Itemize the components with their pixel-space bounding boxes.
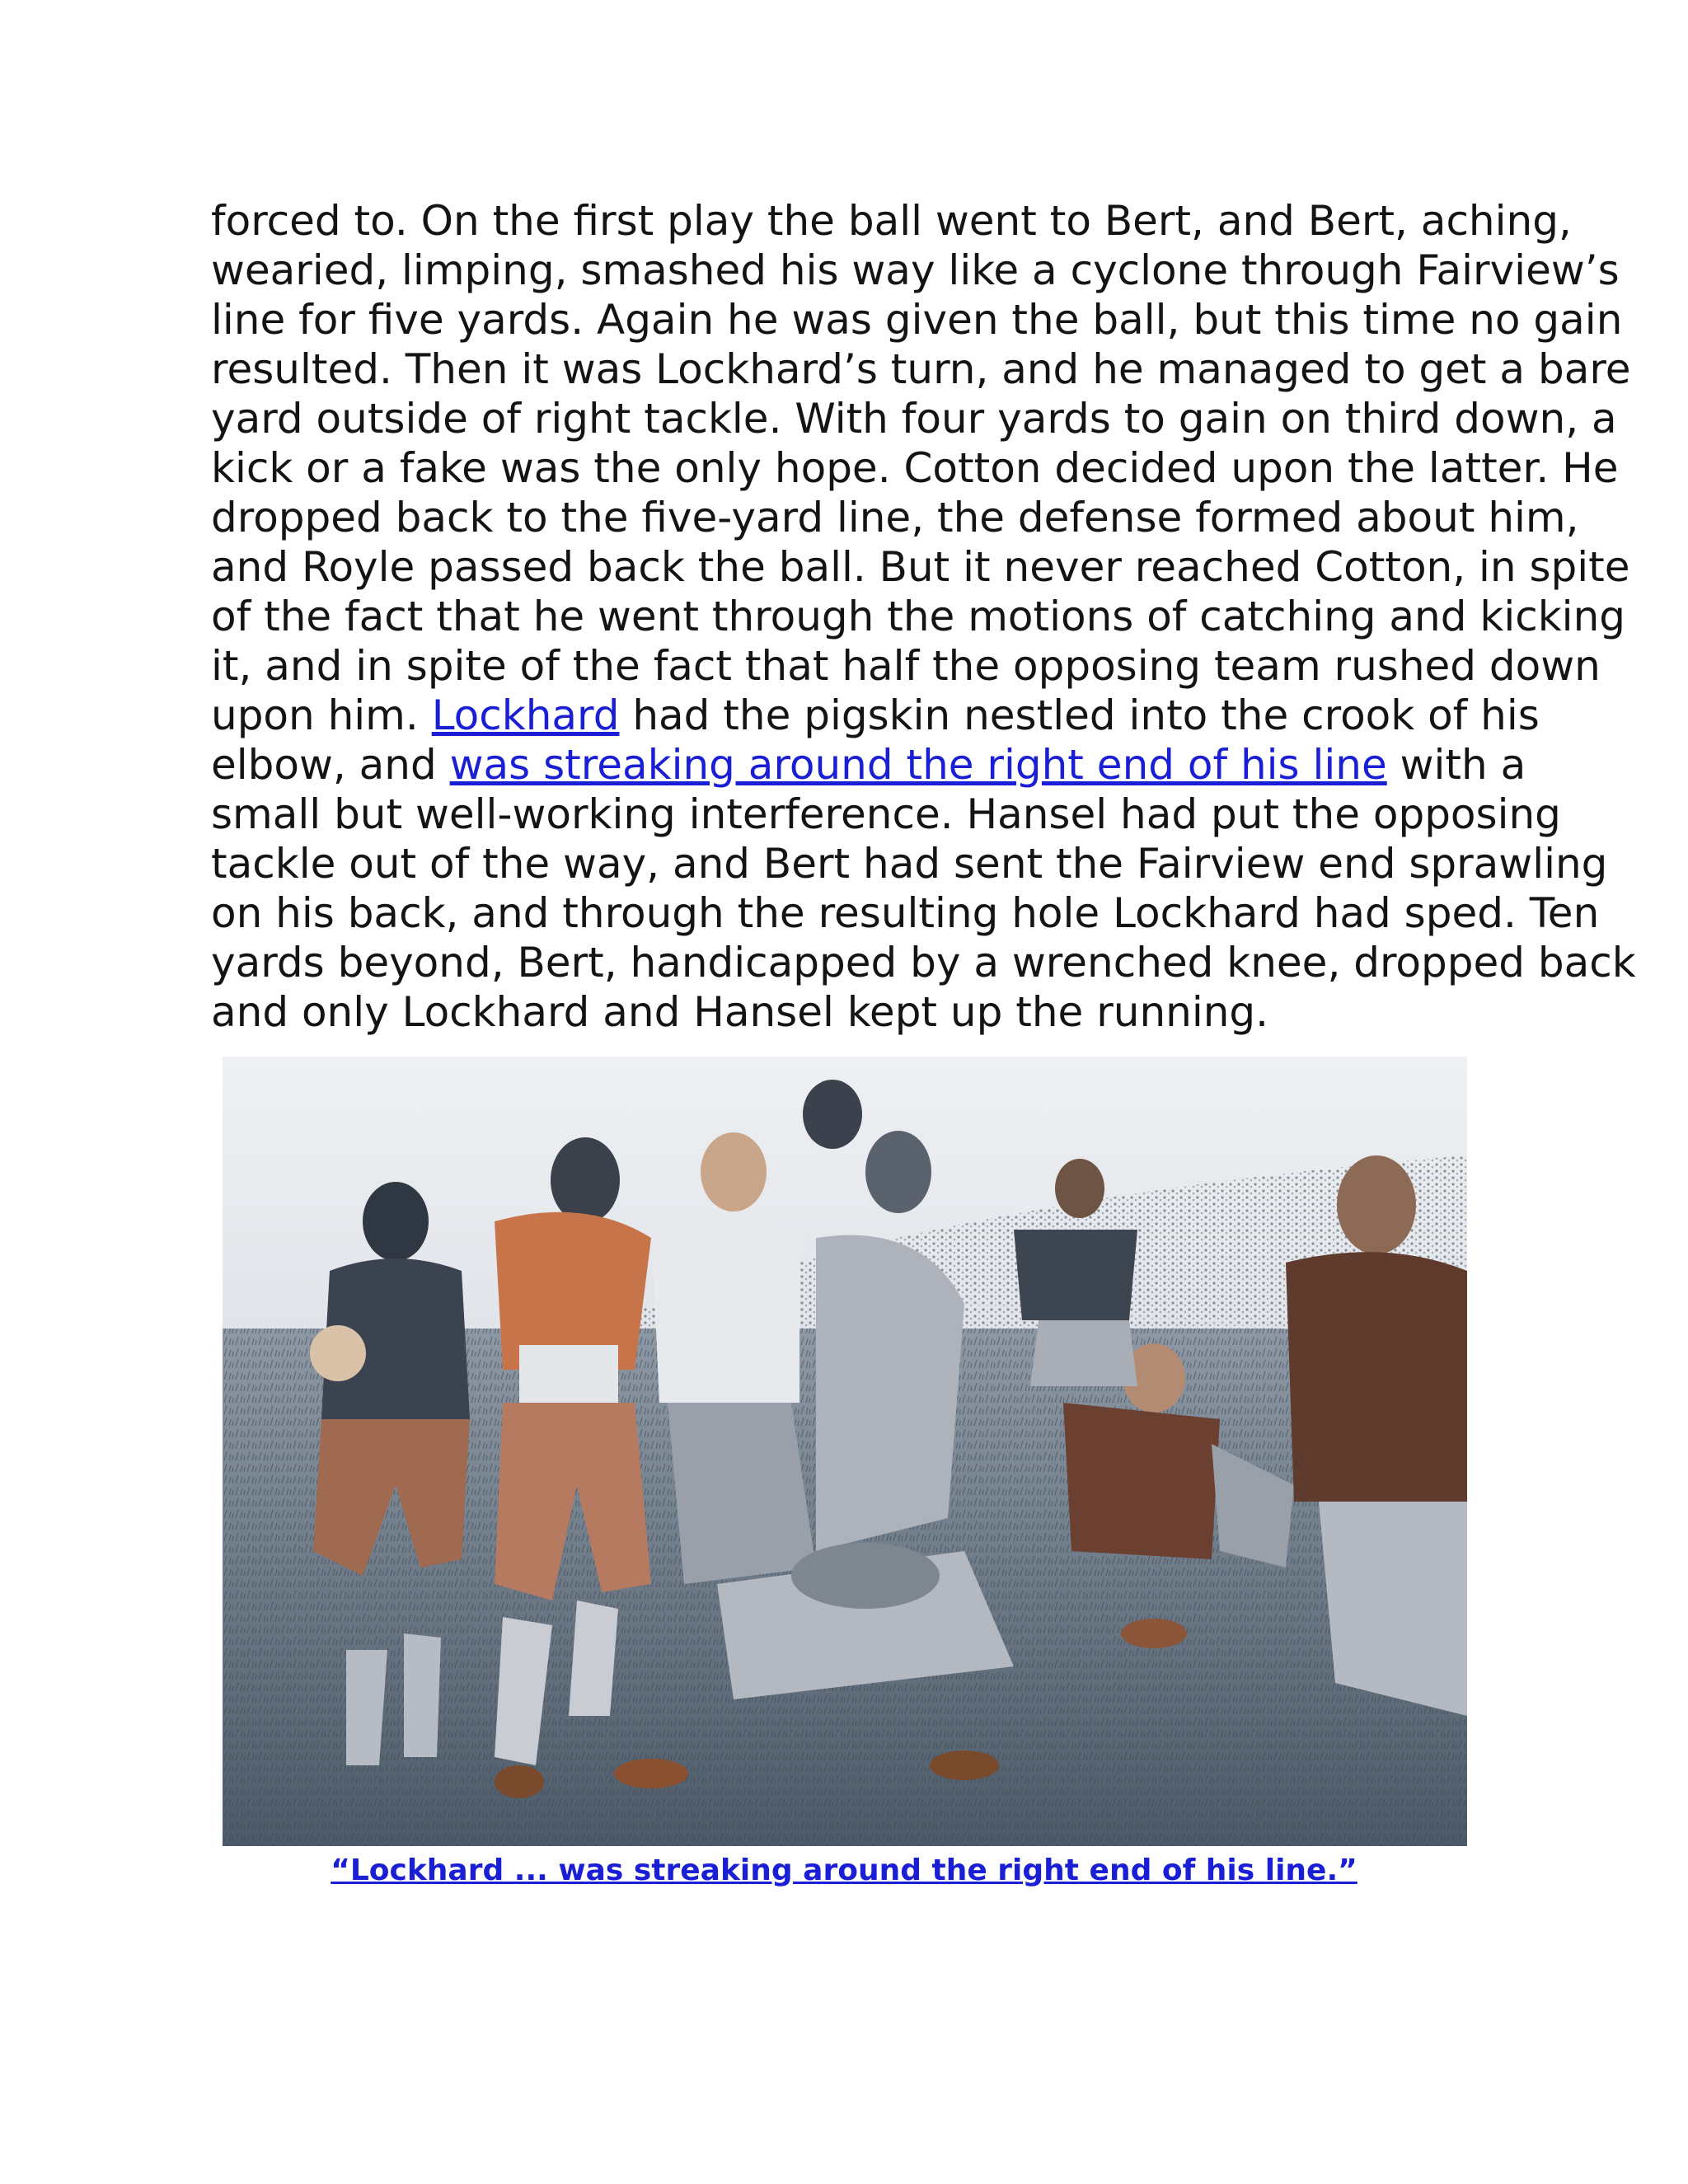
paragraph-line: line for five yards. Again he was given the ball, but this time no gain [211, 296, 1623, 344]
paragraph-line: wearied, limping, smashed his way like a cyclone through Fairview’s [211, 246, 1620, 294]
paragraph-line: kick or a fake was the only hope. Cotton decided upon the latter. He [211, 444, 1619, 492]
paragraph-line: dropped back to the five-yard line, the defense formed about him, [211, 494, 1579, 541]
streaking-link[interactable]: was streaking around the right end of his line [449, 741, 1387, 789]
paragraph-line: resulted. Then it was Lockhard’s turn, and he managed to get a bare [211, 345, 1631, 393]
illustration-caption [0, 1851, 1688, 1891]
paragraph-line: on his back, and through the resulting hole Lockhard had sped. Ten [211, 889, 1600, 937]
line-text: elbow, and [211, 741, 450, 789]
line-text: with a [1386, 741, 1526, 789]
caption-link[interactable]: “Lockhard ... was streaking around the right end of his line.” [331, 1854, 1357, 1887]
paragraph-line: yard outside of right tackle. With four yards to gain on third down, a [211, 395, 1617, 443]
paragraph-line [211, 740, 1526, 790]
paragraph-line: and only Lockhard and Hansel kept up the running. [211, 988, 1269, 1036]
football-illustration [223, 1057, 1467, 1846]
paragraph-line: it, and in spite of the fact that half the opposing team rushed down [211, 642, 1601, 690]
paragraph-line: small but well-working interference. Hansel had put the opposing [211, 790, 1561, 838]
paragraph-line: yards beyond, Bert, handicapped by a wrenched knee, dropped back [211, 939, 1636, 987]
paragraph-line: of the fact that he went through the motions of catching and kicking [211, 593, 1625, 640]
paragraph-line: forced to. On the first play the ball went to Bert, and Bert, aching, [211, 197, 1572, 245]
line-text: upon him. [211, 691, 432, 739]
paragraph-line: tackle out of the way, and Bert had sent the Fairview end sprawling [211, 840, 1608, 888]
paragraph-line [211, 691, 1540, 740]
lockhard-link[interactable]: Lockhard [431, 691, 620, 739]
story-paragraph [211, 196, 1636, 1037]
paragraph-line: and Royle passed back the ball. But it never reached Cotton, in spite [211, 543, 1630, 591]
line-text: had the pigskin nestled into the crook of his [619, 691, 1540, 739]
